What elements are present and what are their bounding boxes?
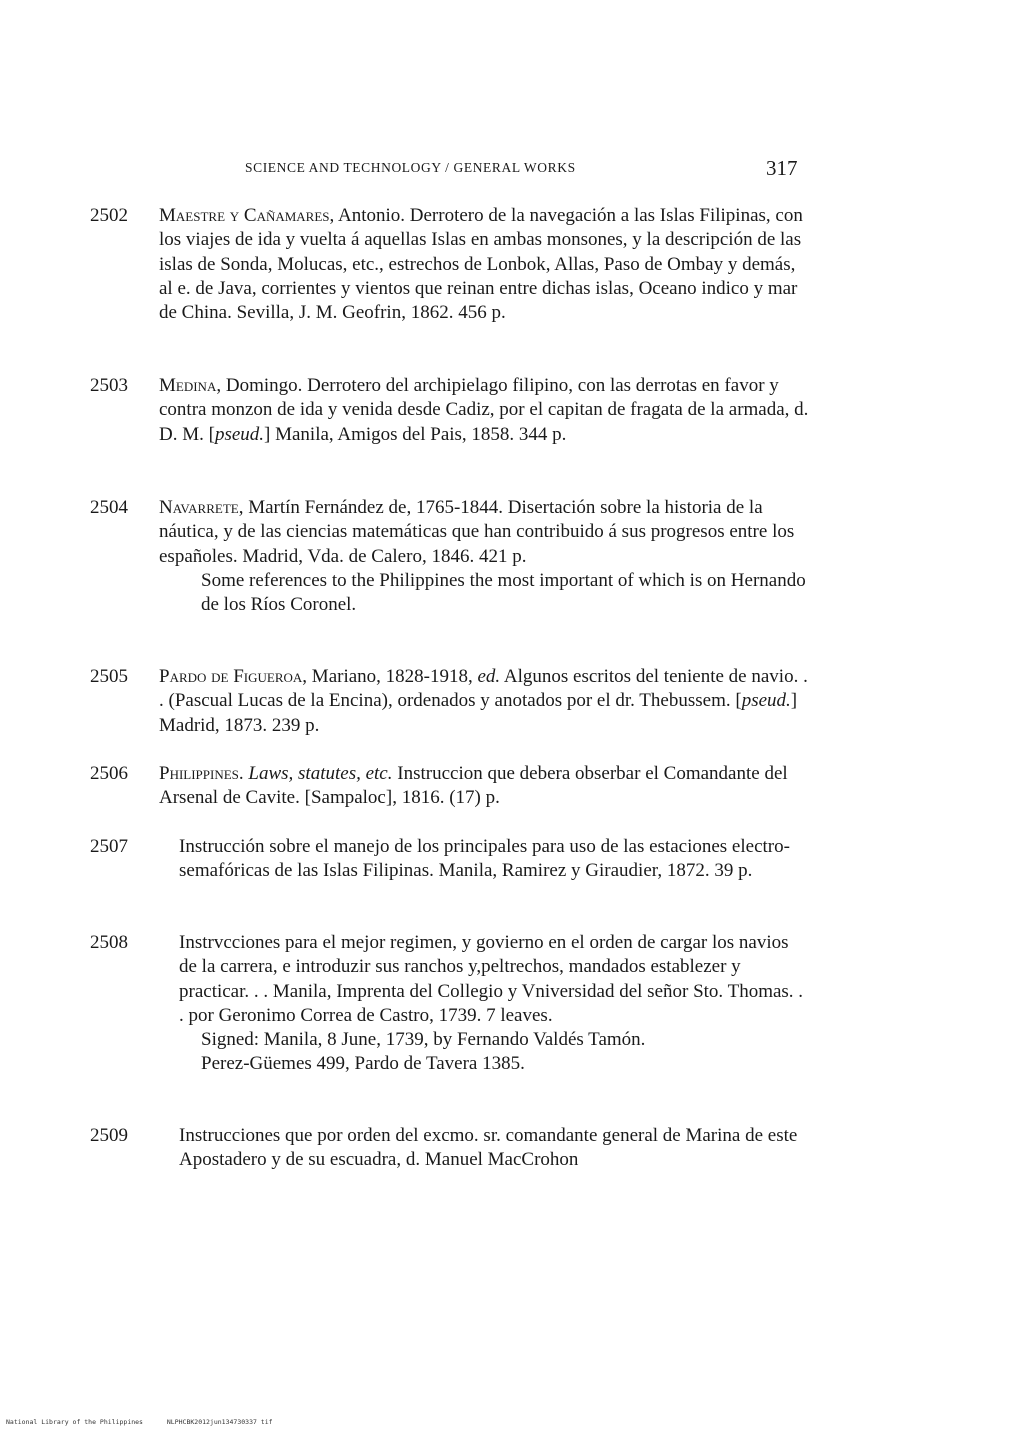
entry-2505 [90, 665, 810, 738]
entry-italic: ed. [477, 666, 501, 687]
entry-description-mid: Algunos escritos del teniente de navio. . . (Pascual Lucas de la Encina), ordenados y anotados por el dr. Thebussem. [ [159, 666, 808, 712]
entry-number: 2506 [90, 763, 128, 784]
entry-number: 2504 [90, 497, 128, 518]
entry-description: Martín Fernández de, 1765-1844. Disertación sobre la historia de la náutica, y de las ciencias matemáticas que han contribuido á sus progresos entre los españoles. Madrid, Vda. de Calero, 1846. 421 p. [159, 497, 795, 567]
entry-number: 2505 [90, 666, 128, 687]
scan-footer [6, 1418, 293, 1426]
entry-author: Pardo de Figueroa, [159, 666, 308, 687]
entry-2503 [90, 374, 810, 447]
entry-italic: Laws, statutes, etc. [243, 763, 393, 784]
entry-2509 [90, 1124, 810, 1173]
entry-text: Instrucciones que por orden del excmo. sr. comandante general de Marina de este Apostadero y de su escuadra, d. Manuel MacCrohon [179, 1125, 798, 1171]
entry-2507 [90, 835, 810, 884]
entry-text [159, 665, 810, 738]
entry-note: Signed: Manila, 8 June, 1739, by Fernando Valdés Tamón. [201, 1029, 646, 1051]
entry-number: 2502 [90, 205, 128, 226]
entry-number: 2509 [90, 1125, 128, 1146]
entry-note: Perez-Güemes 499, Pardo de Tavera 1385. [201, 1053, 525, 1075]
entry-2502 [90, 204, 810, 325]
entry-2508 [90, 931, 810, 1077]
entry-text [159, 496, 810, 569]
running-head: SCIENCE AND TECHNOLOGY / GENERAL WORKS [245, 160, 576, 175]
entry-description-end: ] Madrid, 1873. 239 p. [159, 690, 798, 736]
entry-description: Antonio. Derrotero de la navegación a las Islas Filipinas, con los viajes de ida y vuelta á aquellas Islas en ambas monsones, y la descripción de las islas de Sonda, Molucas, etc., estrechos de Lonbok, Allas, Paso de Ombay y demás, al e. de Java, corrientes y vientos que reinan entre dichas islas, Oceano indico y mar de China. Sevilla, J. M. Geofrin, 1862. 456 p. [159, 205, 803, 324]
page-number: 317 [766, 156, 798, 180]
entry-text [159, 374, 810, 447]
entry-italic: pseud. [214, 423, 265, 445]
entry-text: Instrucción sobre el manejo de los principales para uso de las estaciones electro-semafóricas de las Islas Filipinas. Manila, Ramirez y Giraudier, 1872. 39 p. [179, 836, 790, 882]
entry-description: Mariano, 1828-1918, [307, 666, 478, 687]
entry-number: 2507 [90, 836, 128, 857]
entry-author: Philippines. [159, 763, 244, 784]
entry-number: 2508 [90, 932, 128, 953]
entry-italic: pseud. [741, 690, 791, 712]
entry-description: Domingo. Derrotero del archipielago filipino, con las derrotas en favor y contra monzon de ida y venida desde Cadiz, por el capitan de fragata de la armada, d. D. M. [ [159, 375, 809, 445]
entry-description: Instruccion que debera obserbar el Comandante del Arsenal de Cavite. [Sampaloc], 1816. (17) p. [159, 763, 788, 809]
entry-text: Instrvcciones para el mejor regimen, y govierno en el orden de cargar los navios de la carrera, e introduzir sus ranchos y,peltrechos, mandados establezer y practicar. . . Manila, Imprenta del Collegio y Vniversidad del señor Sto. Thomas. . . por Geronimo Correa de Castro, 1739. 7 leaves. [179, 932, 804, 1026]
entry-note: Some references to the Philippines the most important of which is on Hernando de los Ríos Coronel. [201, 569, 806, 616]
entry-2506 [90, 762, 810, 811]
entry-description-end: ] Manila, Amigos del Pais, 1858. 344 p. [264, 423, 567, 445]
footer-code: NLPHCBK2012jun134730337 tif [166, 1418, 273, 1426]
entry-2504 [90, 496, 810, 617]
entry-author: Medina, [159, 375, 222, 396]
footer-library: National Library of the Philippines [6, 1418, 143, 1426]
entry-author: Navarrete, [159, 497, 244, 518]
entry-author: Maestre y Cañamares, [159, 205, 335, 226]
entry-text [159, 204, 810, 325]
entry-number: 2503 [90, 375, 128, 396]
entry-text [159, 762, 810, 811]
